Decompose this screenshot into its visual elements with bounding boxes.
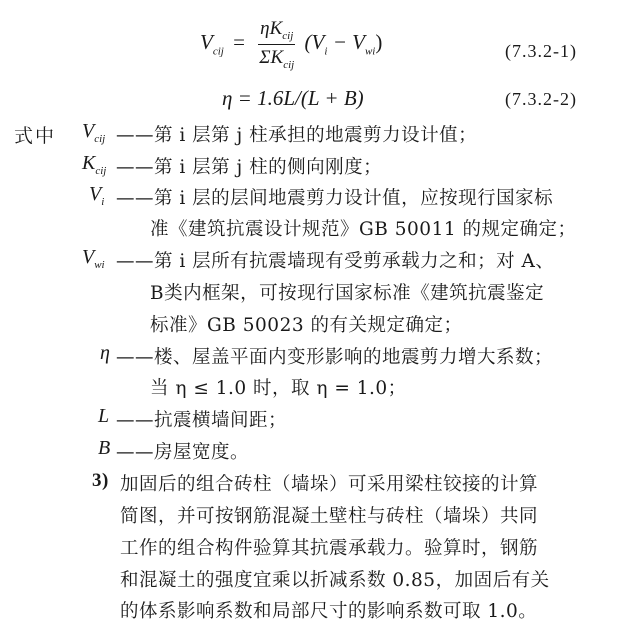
eq1-lhs: V <box>200 30 213 55</box>
def-b: ——房屋宽度。 <box>116 442 250 463</box>
symbol-eta: η <box>100 342 110 364</box>
eq1-denominator <box>258 45 295 71</box>
def-v-wi-line1: ——第 i 层所有抗震墙现有受剪承载力之和；对 A、 <box>116 251 555 272</box>
item-3-number: 3) <box>92 470 109 491</box>
def-k-cij: ——第 i 层第 j 柱的侧向刚度； <box>116 157 383 178</box>
symbol-v-wi <box>82 246 105 271</box>
eq1-fraction <box>258 18 295 71</box>
symbol-b: B <box>98 437 111 459</box>
def-eta-line1: ——楼、屋盖平面内变形影响的地震剪力增大系数； <box>116 347 554 368</box>
def-v-i-line1: ——第 i 层的层间地震剪力设计值，应按现行国家标 <box>116 188 554 209</box>
equals-sign: = <box>233 30 245 55</box>
k-cij-letter: K <box>82 152 96 174</box>
def-v-cij: ——第 i 层第 j 柱承担的地震剪力设计值； <box>116 125 478 146</box>
eq1-vwi-sub: wi <box>364 45 376 58</box>
eq1-numerator <box>258 18 295 45</box>
symbol-k-cij <box>82 152 106 177</box>
item-3-line3: 工作的组合构件验算其抗震承载力。验算时，钢筋 <box>120 538 539 559</box>
k-cij-sub: cij <box>95 165 107 177</box>
symbol-l: L <box>98 405 110 427</box>
equation-number-1: (7.3.2-1) <box>505 41 577 61</box>
item-3-line1: 加固后的组合砖柱（墙垛）可采用梁柱铰接的计算 <box>120 474 539 495</box>
symbol-v-i <box>89 183 104 208</box>
v-i-letter: V <box>89 183 102 205</box>
eq1-close-paren: ) <box>375 30 383 55</box>
eq1-den-sum: ΣK <box>259 46 284 68</box>
eq1-eta: η <box>260 18 270 39</box>
def-l: ——抗震横墙间距； <box>116 410 288 431</box>
eq1-k-sub: cij <box>282 29 294 42</box>
symbol-v-cij <box>82 120 105 145</box>
item-3-line2: 简图，并可按钢筋混凝土壁柱与砖柱（墙垛）共同 <box>120 506 539 527</box>
equation-7-3-2-2: η = 1.6L/(L + B) <box>222 86 364 110</box>
def-eta-line2: 当 η ≤ 1.0 时，取 η = 1.0； <box>150 378 407 399</box>
v-cij-sub: cij <box>94 133 106 145</box>
equation-number-2: (7.3.2-2) <box>505 89 577 109</box>
where-label: 式中 <box>14 125 57 147</box>
def-v-wi-line3: 标准》GB 50023 的有关规定确定； <box>150 315 463 336</box>
def-v-wi-line2: B类内框架，可按现行国家标准《建筑抗震鉴定 <box>150 283 545 304</box>
eq1-den-sub: cij <box>283 58 295 71</box>
eq1-lhs-sub: cij <box>212 45 224 58</box>
v-i-sub: i <box>101 196 105 208</box>
v-cij-letter: V <box>82 120 95 142</box>
item-3-line4: 和混凝土的强度宜乘以折减系数 0.85，加固后有关 <box>120 570 550 591</box>
def-v-i-line2: 准《建筑抗震设计规范》GB 50011 的规定确定； <box>150 219 577 240</box>
eq1-vi: (V <box>304 30 325 55</box>
v-wi-sub: wi <box>94 259 105 271</box>
v-wi-letter: V <box>82 246 95 268</box>
item-3-line5: 的体系影响系数和局部尺寸的影响系数可取 1.0。 <box>120 601 538 622</box>
eq1-vwi: − V <box>327 30 365 55</box>
eq1-k: K <box>269 18 283 39</box>
eq1-vi-sub: i <box>324 45 328 58</box>
equation-7-3-2-1 <box>200 18 382 71</box>
